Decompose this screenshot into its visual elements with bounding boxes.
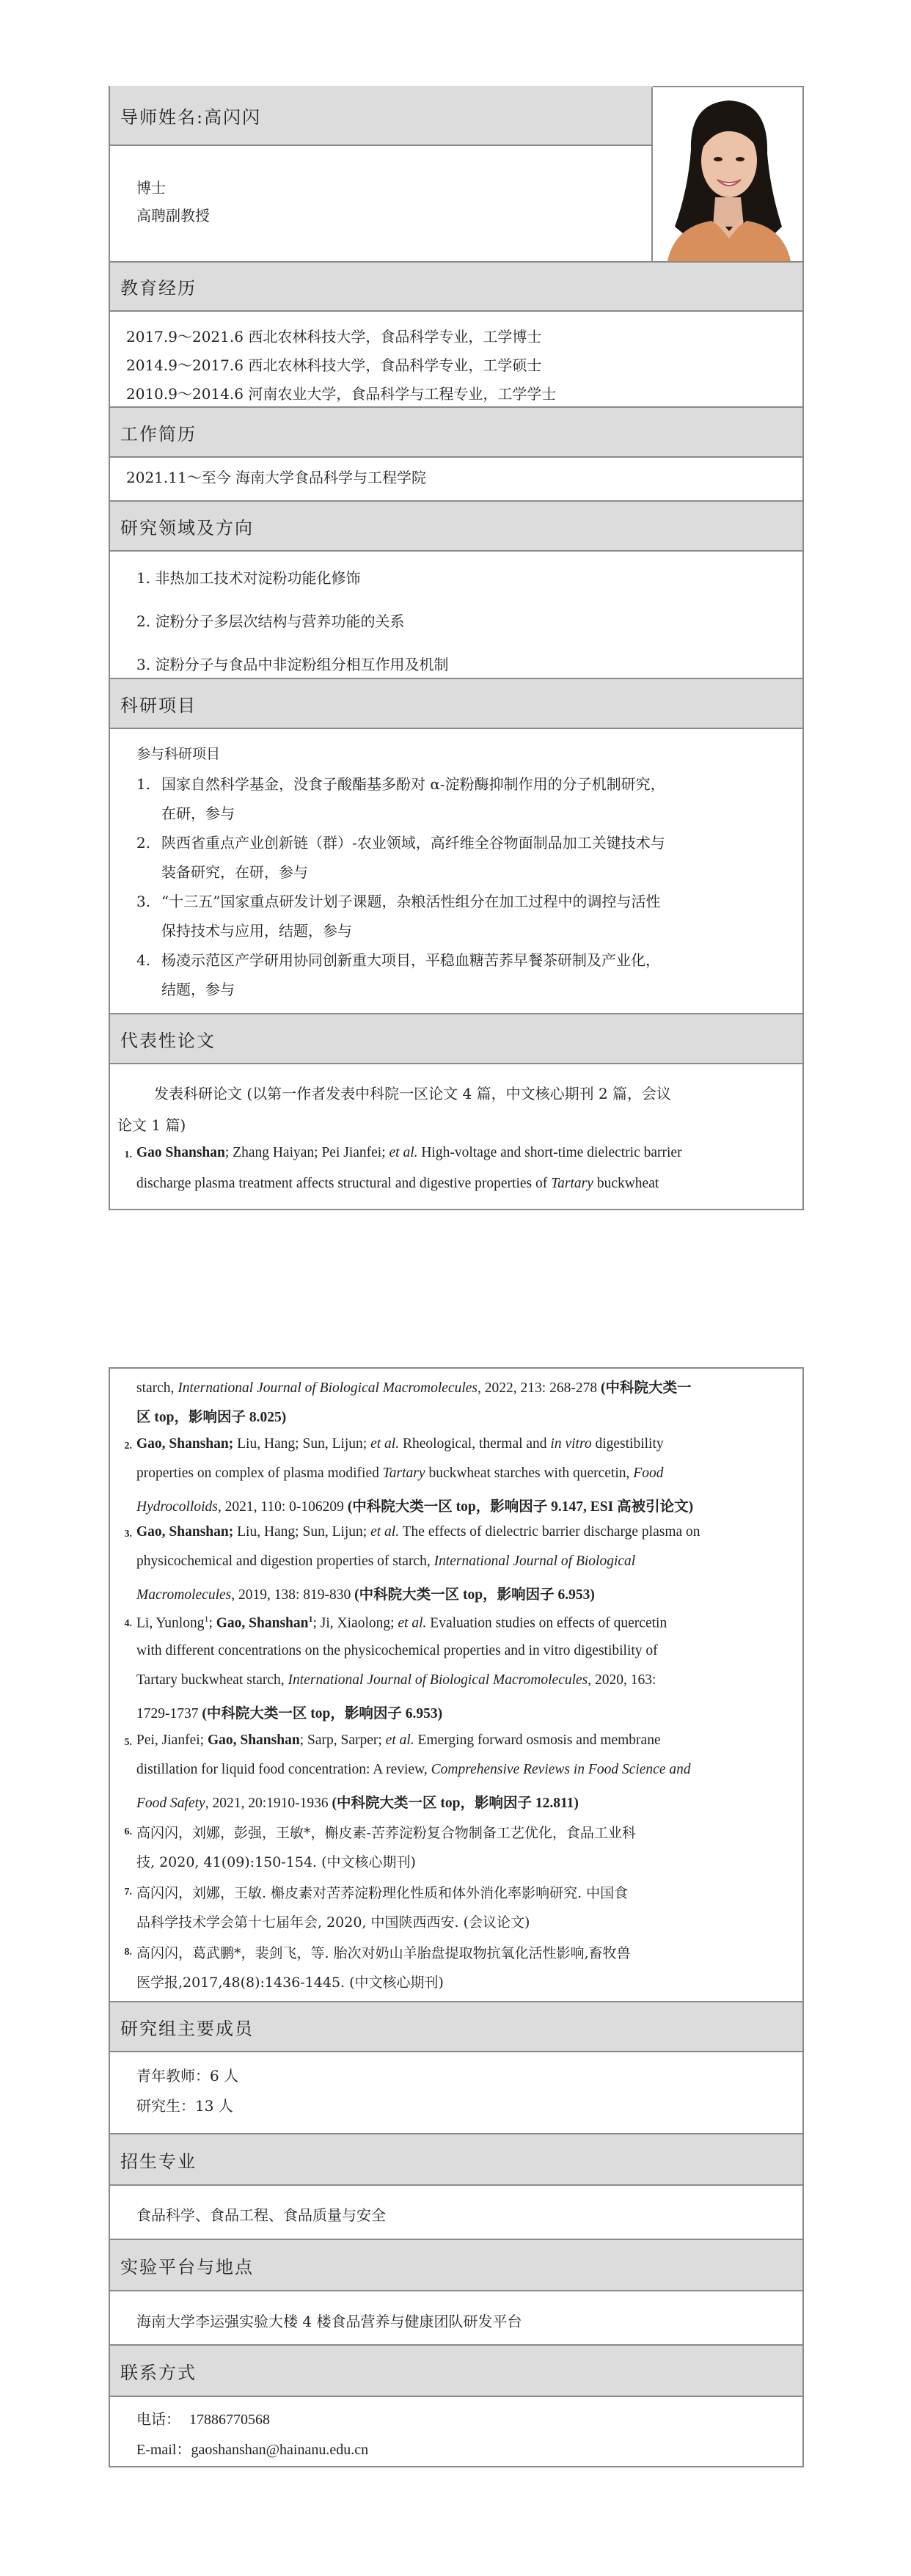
platform-text: 海南大学李运强实验大楼 4 楼食品营养与健康团队研发平台 [136, 2313, 522, 2330]
paper-1-line-1: Gao Shanshan; Zhang Haiyan; Pei Jianfei; et al. High-voltage and short-time dielectric barrier [136, 1145, 682, 1160]
section-contact-title: 联系方式 [120, 2362, 197, 2383]
paper-4-line-3: Tartary buckwheat starch, International Journal of Biological Macromolecules, 2020, 163: [136, 1672, 656, 1688]
education-item: 2014.9～2017.6 西北农林科技大学，食品科学专业，工学硕士 [126, 356, 542, 374]
email-label: E-mail： [136, 2442, 191, 2458]
paper-1-line-2: discharge plasma treatment affects structural and digestive properties of Tartary buckwheat [136, 1176, 659, 1191]
email-address[interactable]: gaoshanshan@hainanu.edu.cn [191, 2442, 369, 2458]
section-platform-header [110, 2239, 802, 2291]
paper-5-line-2: distillation for liquid food concentration: A review, Comprehensive Reviews in Food Science and [136, 1762, 691, 1777]
cv-page-1 [109, 86, 804, 1210]
project-line: 陕西省重点产业创新链（群）-农业领域，高纤维全谷物面制品加工关键技术与 [161, 834, 665, 852]
paper-number: 1. [124, 1149, 132, 1160]
paper-5-line-1: Pei, Jianfei; Gao, Shanshan; Sarp, Sarper; et al. Emerging forward osmosis and membrane [136, 1732, 661, 1748]
degree-text: 博士 [136, 179, 166, 197]
paper-number: 3. [124, 1529, 132, 1540]
paper-2-line-2: properties on complex of plasma modified Tartary buckwheat starches with quercetin, Food [136, 1466, 664, 1481]
paper-7-line-2: 品科学技术学会第十七届年会, 2020, 中国陕西西安. (会议论文) [136, 1914, 530, 1931]
paper-2-line-1: Gao, Shanshan; Liu, Hang; Sun, Lijun; et al. Rheological, thermal and in vitro digestibility [136, 1436, 664, 1452]
paper-number: 2. [124, 1441, 132, 1452]
paper-5-line-3: Food Safety, 2021, 20:1910-1936 (中科院大类一区 top，影响因子 12.811) [136, 1796, 579, 1811]
paper-3-line-1: Gao, Shanshan; Liu, Hang; Sun, Lijun; et al. The effects of dielectric barrier discharge plasma on [136, 1524, 700, 1540]
project-number: 1. [136, 775, 151, 793]
paper-4-line-4: 1729-1737 (中科院大类一区 top，影响因子 6.953) [136, 1706, 443, 1721]
project-line: 杨凌示范区产学研用协同创新重大项目，平稳血糖苦荞早餐茶研制及产业化， [161, 951, 660, 969]
paper-2-line-3: Hydrocolloids, 2021, 110: 0-106209 (中科院大类一区 top，影响因子 9.147, ESI 高被引论文) [136, 1499, 694, 1515]
section-contact-header [110, 2344, 802, 2397]
section-education-header [110, 261, 802, 312]
academic-title: 高聘副教授 [136, 207, 210, 224]
project-line: 国家自然科学基金，没食子酸酯基多酚对 α-淀粉酶抑制作用的分子机制研究， [161, 775, 665, 793]
research-item: 3. 淀粉分子与食品中非淀粉组分相互作用及机制 [136, 656, 449, 673]
section-work-header [110, 406, 802, 458]
project-number: 4. [136, 951, 151, 969]
paper-number: 8. [124, 1947, 132, 1958]
section-team-header [110, 2001, 802, 2052]
team-item: 研究生：13 人 [136, 2097, 233, 2115]
phone-number: 17886770568 [189, 2412, 270, 2428]
section-projects-title: 科研项目 [120, 695, 197, 716]
project-line: 结题，参与 [161, 981, 235, 998]
section-papers-title: 代表性论文 [120, 1030, 216, 1051]
paper-3-line-3: Macromolecules, 2019, 138: 819-830 (中科院大类一区 top，影响因子 6.953) [136, 1587, 595, 1603]
education-item: 2017.9～2021.6 西北农林科技大学，食品科学专业，工学博士 [126, 328, 542, 345]
research-item: 2. 淀粉分子多层次结构与营养功能的关系 [136, 612, 405, 630]
team-item: 青年教师：6 人 [136, 2067, 239, 2085]
paper-6-line-1: 高闪闪，刘娜，彭强，王敏*，槲皮素-苦荞淀粉复合物制备工艺优化，食品工业科 [136, 1825, 636, 1841]
project-number: 3. [136, 893, 151, 910]
paper-8-line-1: 高闪闪，葛武鹏*，裴剑飞，等. 胎次对奶山羊胎盘提取物抗氧化活性影响,畜牧兽 [136, 1945, 631, 1961]
projects-intro: 参与科研项目 [136, 746, 221, 762]
paper-1-line-4: 区 top，影响因子 8.025) [136, 1410, 287, 1425]
phone-label: 电话： [136, 2410, 180, 2428]
paper-number: 4. [124, 1618, 132, 1629]
project-line: 保持技术与应用，结题，参与 [161, 922, 352, 940]
research-item: 1. 非热加工技术对淀粉功能化修饰 [136, 569, 361, 587]
paper-4-line-2: with different concentrations on the physicochemical properties and in vitro digestibility of [136, 1643, 658, 1658]
paper-4-line-1: Li, Yunlong$^1$; Gao, Shanshan$^1$; Ji, Xiaolong; et al. Evaluation studies on effects of quercetin [136, 1614, 667, 1631]
project-line: 装备研究，在研，参与 [161, 863, 308, 881]
paper-8-line-2: 医学报,2017,48(8):1436-1445. (中文核心期刊) [136, 1975, 444, 1991]
project-number: 2. [136, 834, 151, 852]
section-platform-title: 实验平台与地点 [120, 2256, 254, 2277]
majors-text: 食品科学、食品工程、食品质量与安全 [136, 2206, 386, 2224]
email-row [136, 2440, 368, 2459]
section-education-title: 教育经历 [120, 278, 197, 299]
paper-3-line-2: physicochemical and digestion properties of starch, International Journal of Biological [136, 1554, 636, 1569]
education-item: 2010.9～2014.6 河南农业大学，食品科学与工程专业，工学学士 [126, 385, 557, 403]
paper-6-line-2: 技, 2020, 41(09):150-154. (中文核心期刊) [136, 1854, 416, 1870]
paper-7-line-1: 高闪闪，刘娜，王敏. 槲皮素对苦荞淀粉理化性质和体外消化率影响研究. 中国食 [136, 1885, 629, 1901]
profile-photo [651, 87, 802, 261]
paper-number: 5. [124, 1737, 132, 1748]
section-work-title: 工作简历 [120, 423, 197, 444]
work-item: 2021.11～至今 海南大学食品科学与工程学院 [126, 469, 427, 486]
section-majors-header [110, 2133, 802, 2186]
section-projects-header [110, 678, 802, 729]
papers-intro: 论文 1 篇) [117, 1116, 186, 1134]
papers-intro: 发表科研论文 (以第一作者发表中科院一区论文 4 篇，中文核心期刊 2 篇，会议 [154, 1085, 672, 1102]
paper-number: 6. [124, 1826, 132, 1837]
section-papers-header [110, 1013, 802, 1064]
advisor-name: 导师姓名:高闪闪 [120, 106, 262, 128]
cv-page-2 [109, 1367, 804, 2467]
project-line: 在研，参与 [161, 805, 235, 822]
section-research-title: 研究领域及方向 [120, 517, 254, 538]
section-team-title: 研究组主要成员 [120, 2018, 254, 2039]
phone-row [136, 2410, 270, 2429]
project-line: “十三五”国家重点研发计划子课题，杂粮活性组分在加工过程中的调控与活性 [161, 893, 661, 910]
section-research-header [110, 500, 802, 552]
paper-1-line-3: starch, International Journal of Biological Macromolecules, 2022, 213: 268-278 (中科院大类一 [136, 1380, 692, 1396]
paper-number: 7. [124, 1887, 132, 1898]
name-header [110, 86, 653, 146]
section-majors-title: 招生专业 [120, 2151, 197, 2172]
